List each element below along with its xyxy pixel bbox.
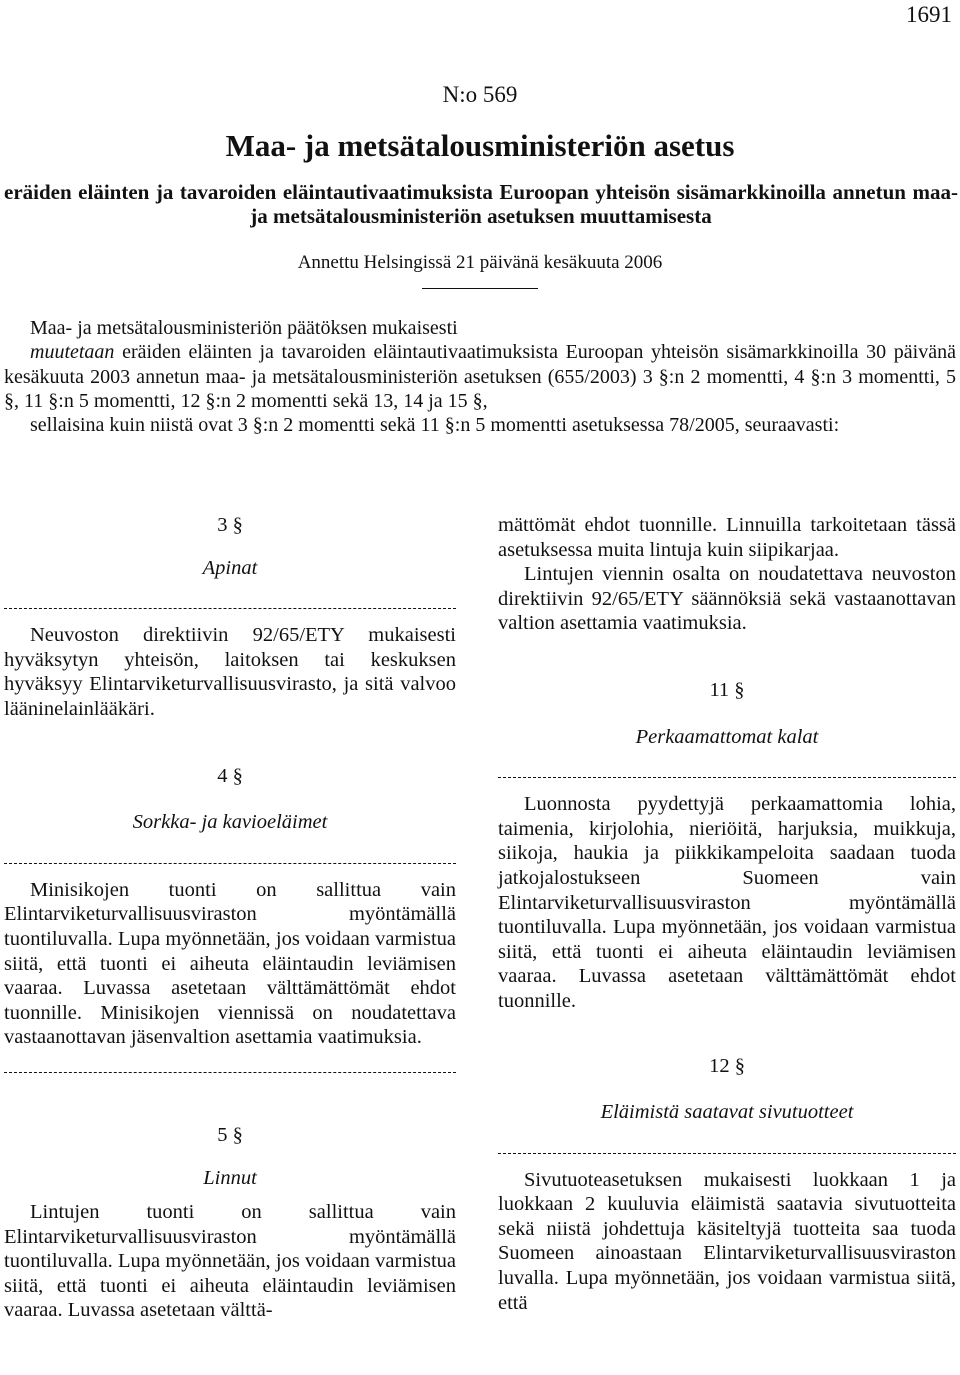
omission-divider (498, 777, 956, 782)
issue-number: N:o 569 (442, 82, 518, 107)
amendment-clause (4, 340, 956, 413)
document-title: Maa- ja metsätalousministeriön asetus (225, 128, 735, 163)
omission-divider (4, 608, 456, 613)
section-11-number: 11 § (709, 678, 745, 701)
section-12-text: Sivutuoteasetuksen mukaisesti luokkaan 1 ja luokkaan 2 kuuluvia eläimistä saatavia sivutuotteita sekä niistä johdettuja käsiteltyjä tuotteita saa tuoda Suomeen ainoastaan Elintarviketurvallisuusviraston luvalla. Lupa myönnetään, jos voidaan varmistua siitä, että (498, 1168, 956, 1314)
section-12-title: Eläimistä saatavat sivutuotteet (600, 1101, 854, 1124)
omission-divider (498, 1153, 956, 1158)
section-5-text: Lintujen tuonti on sallittua vain Elintarviketurvallisuusviraston myöntämällä tuontiluvalla. Lupa myönnetään, jos voidaan varmistua siitä, että tuonti ei aiheuta eläintaudin leviämisen vaaraa. Luvassa asetetaan välttä- (4, 1201, 456, 1322)
section-5-paragraph-2: Lintujen viennin osalta on noudatettava neuvoston direktiivin 92/65/ETY säännöksiä sekä vastaanottavan valtion asettamia vaatimuksia. (498, 563, 956, 635)
section-12-number: 12 § (709, 1054, 745, 1077)
section-11-title: Perkaamattomat kalat (635, 725, 819, 748)
amendment-tail: sellaisina kuin niistä ovat 3 §:n 2 momentti sekä 11 §:n 5 momentti asetuksessa 78/2005, seuraavasti: (30, 414, 840, 437)
section-3-title: Apinat (202, 556, 258, 579)
section-3-text: Neuvoston direktiivin 92/65/ETY mukaisesti hyväksytyn yhteisön, laitoksen tai keskuksen hyväksyy Elintarviketurvallisuusvirasto, ja sitä valvoo lääninelainlääkäri. (4, 624, 456, 720)
amend-verb: muutetaan (30, 341, 115, 364)
title-divider (422, 288, 538, 289)
section-4-number: 4 § (217, 764, 243, 787)
section-3-number: 3 § (217, 514, 243, 536)
section-4-text: Minisikojen tuonti on sallittua vain Elintarviketurvallisuusviraston myöntämällä tuontiluvalla. Lupa myönnetään, jos voidaan varmistua siitä, että tuonti ei aiheuta eläintaudin leviämisen vaaraa. Luvassa asetetaan välttämättömät ehdot tuonnille. Minisikojen viennissä on noudatettava vastaanottavan jäsenvaltion asettamia vaatimuksia. (4, 878, 456, 1049)
section-5-title: Linnut (203, 1166, 257, 1189)
section-5-continuation: mättömät ehdot tuonnille. Linnuilla tarkoitetaan tässä asetuksessa muita lintuja kuin siipikarjaa. (498, 514, 956, 561)
omission-divider (4, 863, 456, 868)
page-number: 1691 (906, 2, 952, 27)
omission-divider (4, 1072, 456, 1077)
section-4-title: Sorkka- ja kavioeläimet (132, 811, 328, 834)
preamble (4, 316, 956, 437)
section-5-number: 5 § (217, 1123, 243, 1146)
section-11-text: Luonnosta pyydettyjä perkaamattomia lohia, taimenia, kirjolohia, nieriöitä, harjuksia, muikkuja, siikoja, haukia ja piikkikampeloita saadaan tuoda jatkojalostukseen Suomeen vain Elintarviketurvallisuusviraston myöntämällä tuontiluvalla. Lupa myönnetään, jos voidaan varmistua siitä, että tuonti ei aiheuta eläintaudin leviämisen vaaraa. Luvassa asetetaan välttämättömät ehdot tuonnille. (498, 793, 956, 1012)
amend-text: eräiden eläinten ja tavaroiden eläintautivaatimuksista Euroopan yhteisön sisämarkkinoilla 30 päivänä kesäkuuta 2003 annetun maa- ja metsätalousministeriön asetuksen (655/2003) 3 §:n 2 momentti, 4 §:n 3 momentti, 5 §, 11 §:n 5 momentti, 12 §:n 2 momentti sekä 13, 14 ja 15 §, (4, 341, 956, 412)
document-subtitle: eräiden eläinten ja tavaroiden eläintautivaatimuksista Euroopan yhteisön sisämarkkinoilla annetun maa- ja metsätalousministeriön asetuksen muuttamisesta (4, 180, 958, 228)
left-column (4, 513, 456, 1323)
given-date-line: Annettu Helsingissä 21 päivänä kesäkuuta 2006 (297, 252, 663, 273)
preamble-line: Maa- ja metsätalousministeriön päätöksen mukaisesti (30, 317, 458, 339)
right-column (498, 513, 956, 1315)
